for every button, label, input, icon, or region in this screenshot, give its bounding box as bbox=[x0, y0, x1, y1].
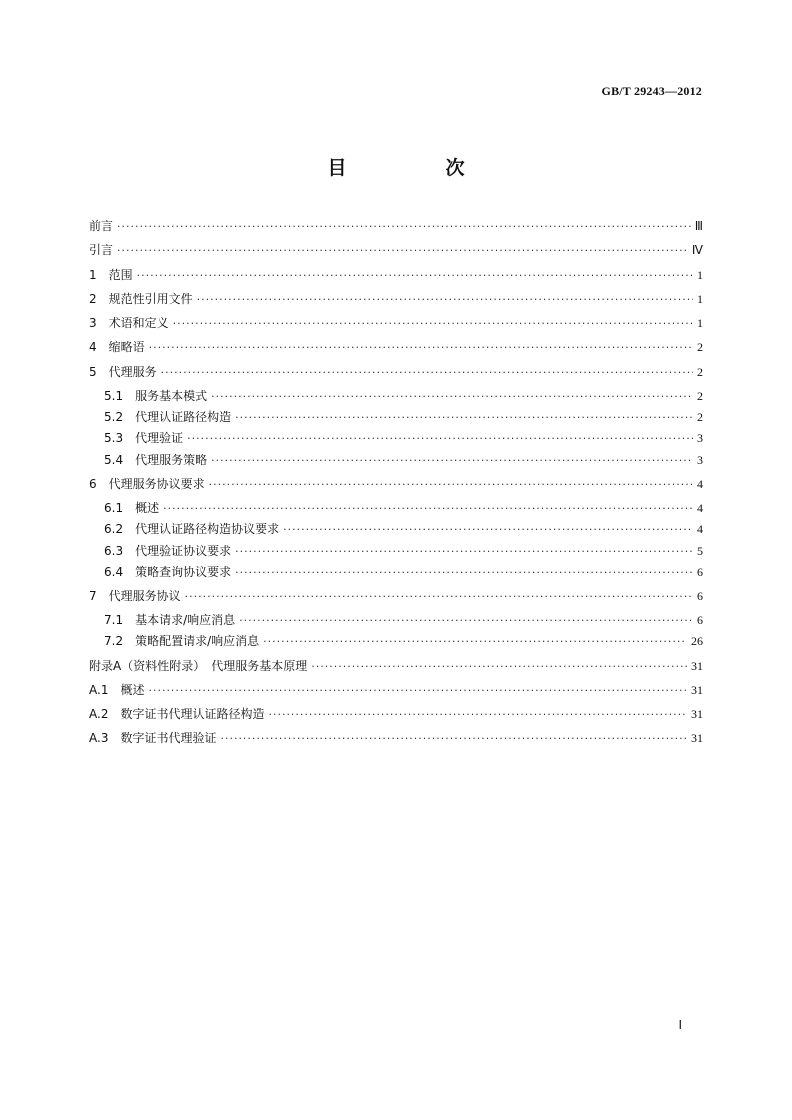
toc-subentry[interactable] bbox=[89, 408, 703, 429]
toc-entry-label: 6 代理服务协议要求 bbox=[89, 476, 205, 491]
leader-dots bbox=[161, 366, 693, 379]
leader-dots bbox=[149, 341, 693, 354]
toc-entry-label: 5.4 代理服务策略 bbox=[104, 452, 208, 467]
toc-entry-label: 6.2 代理认证路径构造协议要求 bbox=[104, 522, 280, 537]
leader-dots bbox=[268, 708, 687, 721]
toc-entry-label: 引言 bbox=[89, 243, 114, 258]
leader-dots bbox=[235, 545, 693, 558]
toc-entry-label: 7 代理服务协议 bbox=[89, 588, 181, 603]
leader-dots bbox=[235, 411, 693, 424]
toc-entry[interactable] bbox=[89, 314, 703, 338]
leader-dots bbox=[173, 317, 693, 330]
leader-dots bbox=[117, 220, 691, 233]
toc-entry-label: 7.2 策略配置请求/响应消息 bbox=[104, 634, 260, 649]
toc-entry-label: 7.1 基本请求/响应消息 bbox=[104, 613, 236, 628]
toc-subentry[interactable] bbox=[89, 499, 703, 520]
toc-entry-label: 3 术语和定义 bbox=[89, 316, 169, 331]
toc-entry-page: 2 bbox=[697, 389, 703, 404]
toc-subentry[interactable] bbox=[89, 429, 703, 450]
leader-dots bbox=[263, 635, 687, 648]
table-of-contents bbox=[89, 217, 703, 754]
toc-subentry[interactable] bbox=[89, 563, 703, 584]
toc-entry-label: 2 规范性引用文件 bbox=[89, 291, 193, 306]
toc-entry-page: 31 bbox=[691, 658, 703, 673]
toc-entry[interactable] bbox=[89, 338, 703, 362]
toc-entry-label: 6.3 代理验证协议要求 bbox=[104, 543, 232, 558]
toc-entry-label: 6.1 概述 bbox=[104, 501, 160, 516]
toc-entry-label: 5.2 代理认证路径构造 bbox=[104, 410, 232, 425]
toc-subentry[interactable] bbox=[89, 611, 703, 632]
toc-entry-label: 5.3 代理验证 bbox=[104, 431, 184, 446]
toc-entry-page: 4 bbox=[697, 501, 703, 516]
toc-entry-page: 6 bbox=[697, 613, 703, 628]
toc-entry-label: A.3 数字证书代理验证 bbox=[89, 731, 217, 746]
toc-entry-page: 2 bbox=[697, 410, 703, 425]
toc-entry-page: 31 bbox=[691, 707, 703, 722]
toc-entry-label: 4 缩略语 bbox=[89, 340, 145, 355]
toc-entry-page: Ⅳ bbox=[691, 243, 703, 258]
leader-dots bbox=[283, 523, 693, 536]
toc-entry[interactable] bbox=[89, 241, 703, 265]
toc-entry[interactable] bbox=[89, 266, 703, 290]
leader-dots bbox=[187, 432, 693, 445]
toc-subentry[interactable] bbox=[89, 520, 703, 541]
toc-entry-page: 3 bbox=[697, 452, 703, 467]
toc-entry-label: 5.1 服务基本模式 bbox=[104, 389, 208, 404]
toc-subentry[interactable] bbox=[89, 632, 703, 653]
toc-subentry[interactable] bbox=[89, 451, 703, 472]
toc-entry-page: 1 bbox=[697, 316, 703, 331]
leader-dots bbox=[311, 660, 687, 673]
leader-dots bbox=[211, 454, 693, 467]
toc-entry[interactable] bbox=[89, 217, 703, 241]
toc-entry-page: 4 bbox=[697, 522, 703, 537]
toc-entry[interactable] bbox=[89, 729, 703, 753]
toc-entry-page: 26 bbox=[691, 634, 703, 649]
toc-subentry[interactable] bbox=[89, 542, 703, 563]
leader-dots bbox=[137, 269, 693, 282]
toc-entry[interactable] bbox=[89, 587, 703, 611]
leader-dots bbox=[117, 244, 688, 257]
toc-entry-page: Ⅲ bbox=[694, 219, 703, 233]
leader-dots bbox=[235, 566, 693, 579]
toc-entry[interactable] bbox=[89, 681, 703, 705]
toc-entry-page: 3 bbox=[697, 431, 703, 446]
toc-entry-label: 6.4 策略查询协议要求 bbox=[104, 564, 232, 579]
leader-dots bbox=[209, 478, 693, 491]
page-folio: Ⅰ bbox=[678, 1018, 682, 1032]
toc-entry-label: 附录A（资料性附录） 代理服务基本原理 bbox=[89, 658, 308, 673]
toc-entry-page: 4 bbox=[697, 476, 703, 491]
toc-subentry[interactable] bbox=[89, 387, 703, 408]
toc-entry-page: 1 bbox=[697, 267, 703, 282]
toc-entry-label: A.1 概述 bbox=[89, 682, 145, 697]
toc-entry-page: 5 bbox=[697, 543, 703, 558]
toc-entry[interactable] bbox=[89, 475, 703, 499]
toc-entry-page: 1 bbox=[697, 291, 703, 306]
toc-entry-page: 2 bbox=[697, 340, 703, 355]
leader-dots bbox=[220, 732, 687, 745]
toc-entry[interactable] bbox=[89, 290, 703, 314]
standard-code: GB/T 29243—2012 bbox=[601, 84, 702, 98]
toc-entry-label: 前言 bbox=[89, 219, 114, 233]
leader-dots bbox=[163, 502, 693, 515]
toc-entry-page: 31 bbox=[691, 731, 703, 746]
toc-title: 目 次 bbox=[327, 157, 505, 179]
toc-entry[interactable] bbox=[89, 657, 703, 681]
toc-entry-label: 5 代理服务 bbox=[89, 364, 157, 379]
leader-dots bbox=[148, 684, 687, 697]
toc-entry-page: 6 bbox=[697, 564, 703, 579]
toc-entry-page: 31 bbox=[691, 682, 703, 697]
toc-entry[interactable] bbox=[89, 705, 703, 729]
leader-dots bbox=[239, 614, 693, 627]
leader-dots bbox=[185, 590, 693, 603]
toc-entry-label: 1 范围 bbox=[89, 267, 133, 282]
toc-entry-page: 2 bbox=[697, 364, 703, 379]
toc-entry[interactable] bbox=[89, 363, 703, 387]
leader-dots bbox=[197, 293, 693, 306]
leader-dots bbox=[211, 390, 693, 403]
toc-entry-label: A.2 数字证书代理认证路径构造 bbox=[89, 707, 265, 722]
toc-entry-page: 6 bbox=[697, 588, 703, 603]
